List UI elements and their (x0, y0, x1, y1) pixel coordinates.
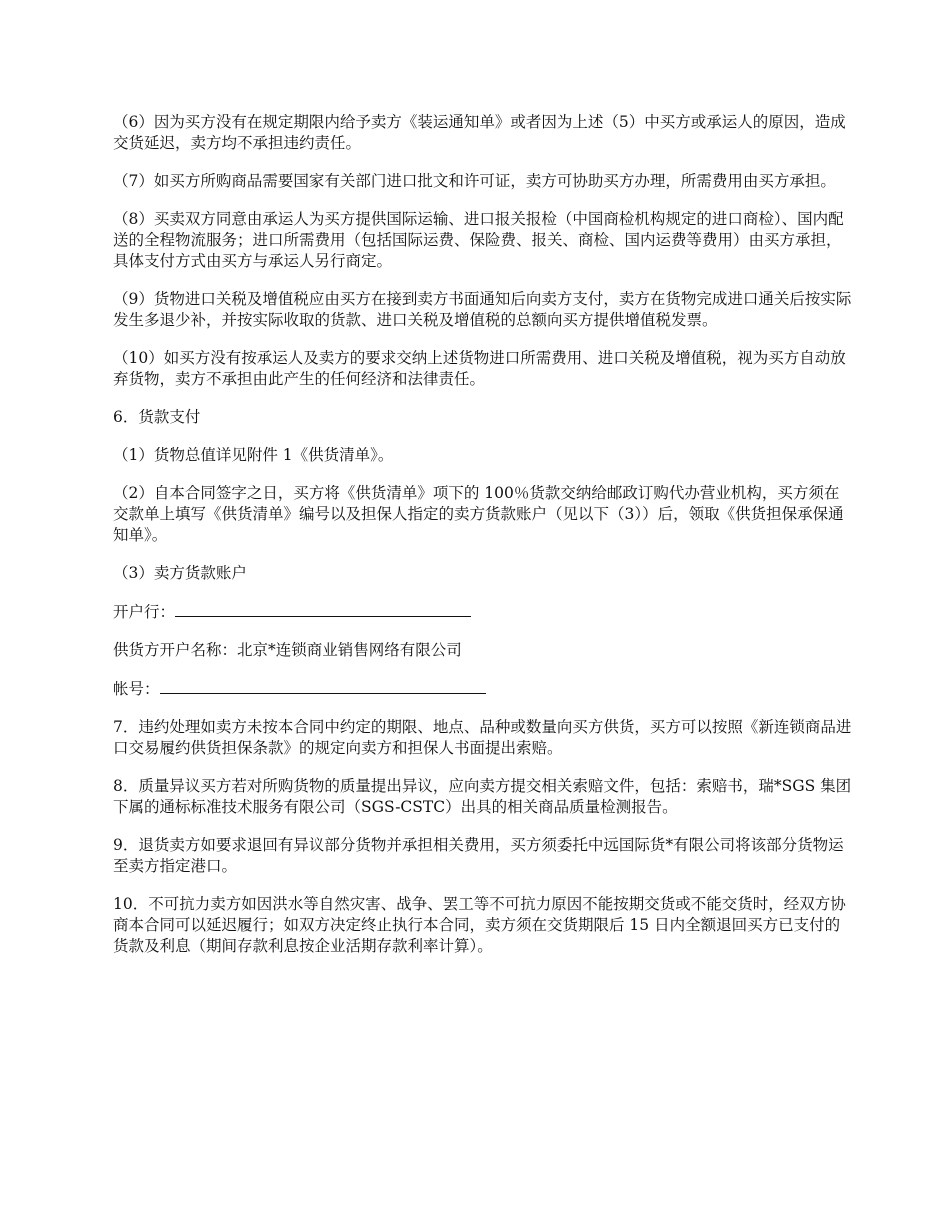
clause-7-paragraph: （7）如买方所购商品需要国家有关部门进口批文和许可证，卖方可协助买方办理，所需费用由买方承担。 (113, 172, 836, 190)
account-field (113, 678, 853, 700)
bank-label: 开户行： (113, 603, 176, 621)
account-label: 帐号： (113, 680, 160, 698)
account-blank-line (160, 678, 486, 694)
section-8-paragraph: 8．质量异议买方若对所购货物的质量提出异议，应向卖方提交相关索赔文件，包括：索赔书，瑞*SGS 集团下属的通标标准技术服务有限公司（SGS-CSTC）出具的相关商品质量检测报告。 (113, 777, 852, 816)
clause-6-paragraph: （6）因为买方没有在规定期限内给予卖方《装运通知单》或者因为上述（5）中买方或承运人的原因，造成交货延迟，卖方均不承担违约责任。 (113, 113, 846, 152)
section-6-item-3: （3）卖方货款账户 (113, 564, 247, 582)
account-name-line: 供货方开户名称：北京*连锁商业销售网络有限公司 (113, 641, 462, 659)
section-6-item-1: （1）货物总值详见附件 1《供货清单》。 (113, 446, 394, 464)
clause-10-paragraph: （10）如买方没有按承运人及卖方的要求交纳上述货物进口所需费用、进口关税及增值税，视为买方自动放弃货物，卖方不承担由此产生的任何经济和法律责任。 (113, 349, 846, 388)
clause-9-paragraph: （9）货物进口关税及增值税应由买方在接到卖方书面通知后向卖方支付，卖方在货物完成进口通关后按实际发生多退少补，并按实际收取的货款、进口关税及增值税的总额向买方提供增值税发票。 (113, 290, 852, 329)
clause-8-paragraph: （8）买卖双方同意由承运人为买方提供国际运输、进口报关报检（中国商检机构规定的进口商检）、国内配送的全程物流服务；进口所需费用（包括国际运费、保险费、报关、商检、国内运费等费用）由买方承担，具体支付方式由买方与承运人另行商定。 (113, 210, 844, 270)
bank-blank-line (175, 601, 471, 617)
section-6-heading: 6．货款支付 (113, 408, 201, 426)
section-9-paragraph: 9．退货卖方如要求退回有异议部分货物并承担相关费用，买方须委托中远国际货*有限公司将该部分货物运至卖方指定港口。 (113, 836, 844, 875)
section-10-paragraph: 10．不可抗力卖方如因洪水等自然灾害、战争、罢工等不可抗力原因不能按期交货或不能交货时，经双方协商本合同可以延迟履行；如双方决定终止执行本合同，卖方须在交货期限后 15 日内全额退回买方已支付的货款及利息（期间存款利息按企业活期存款利率计算）。 (113, 895, 846, 955)
document-page (113, 112, 853, 974)
section-7-paragraph: 7．违约处理如卖方未按本合同中约定的期限、地点、品种或数量向买方供货，买方可以按照《新连锁商品进口交易履约供货担保条款》的规定向卖方和担保人书面提出索赔。 (113, 718, 852, 757)
bank-field (113, 601, 853, 623)
section-6-item-2: （2）自本合同签字之日，买方将《供货清单》项下的 100％货款交纳给邮政订购代办营业机构，买方须在交款单上填写《供货清单》编号以及担保人指定的卖方货款账户（见以下（3））后，领取《供货担保承保通知单》。 (113, 484, 844, 544)
